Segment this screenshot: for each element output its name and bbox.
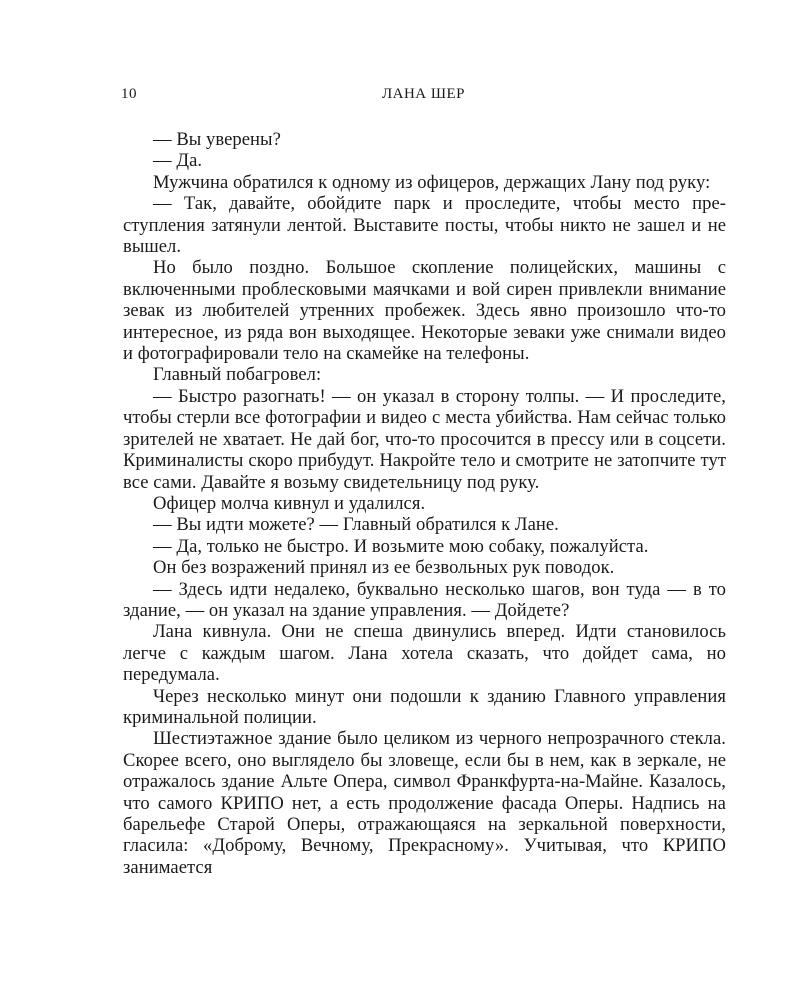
paragraph: Офицер молча кивнул и удалился. (153, 492, 426, 514)
paragraph: Через несколько минут они подошли к зданию Главного управления криминальной полиции. (123, 685, 726, 728)
paragraph: — Да. (153, 150, 203, 172)
paragraph: — Быстро разогнать! — он указал в сторону толпы. — И проследите, чтобы стерли все фотографии и видео с места убийства. Нам сейчас только зрителей не хватает. Не дай бог, что-то просочится в прессу или в соцсети. Криминалисты скоро прибудут. Накройте тело и смотрите не затопчите тут все сами. Давайте я возьму свидетельницу под руку. (123, 385, 726, 493)
running-head-author: ЛАНА ШЕР (381, 86, 466, 102)
paragraph: — Вы идти можете? — Главный обратился к Лане. (153, 514, 559, 536)
paragraph: — Да, только не быстро. И возьмите мою собаку, пожалуйста. (153, 535, 649, 557)
paragraph: — Здесь идти недалеко, буквально несколько шагов, вон туда — в то здание, — он указал на здание управления. — Дойдете? (123, 578, 726, 621)
paragraph: Но было поздно. Большое скопление полицейских, машины с включенными проблесковыми маячками и вой сирен привлекли внимание зевак из любителей утренних пробежек. Здесь явно произошло что-то интересное, из ряда вон выходящее. Некоторые зеваки уже снимали видео и фотографировали тело на скамейке на телефоны. (123, 257, 726, 365)
page-number: 10 (121, 86, 137, 102)
paragraph: — Так, давайте, обойдите парк и проследите, чтобы место преступления затянули лентой. Выставите посты, чтобы никто не зашел и не вышел. (123, 193, 726, 258)
paragraph: Он без возражений принял из ее безвольных рук поводок. (153, 557, 615, 579)
paragraph: Шестиэтажное здание было целиком из черного непрозрачного стекла. Скорее всего, оно выглядело бы зловеще, если бы в нем, как в зеркале, не отражалось здание Альте Опера, символ Франкфурта-на-Майне. Казалось, что самого КРИПО нет, а есть продолжение фасада Оперы. Надпись на барельефе Старой Оперы, отражающаяся на зеркальной поверхности, гласила: «Доброму, Вечному, Прекрасному». Учитывая, что КРИПО занимается (123, 728, 726, 878)
page-header (121, 86, 726, 110)
paragraph: — Вы уверены? (153, 129, 281, 150)
paragraph: Лана кивнула. Они не спеша двинулись вперед. Идти становилось легче с каждым шагом. Лана хотела сказать, что дойдет сама, но передумала. (123, 621, 726, 686)
paragraph: Главный побагровел: (153, 364, 322, 386)
paragraph: Мужчина обратился к одному из офицеров, держащих Лану под руку: (153, 171, 711, 193)
body-text (123, 129, 726, 878)
